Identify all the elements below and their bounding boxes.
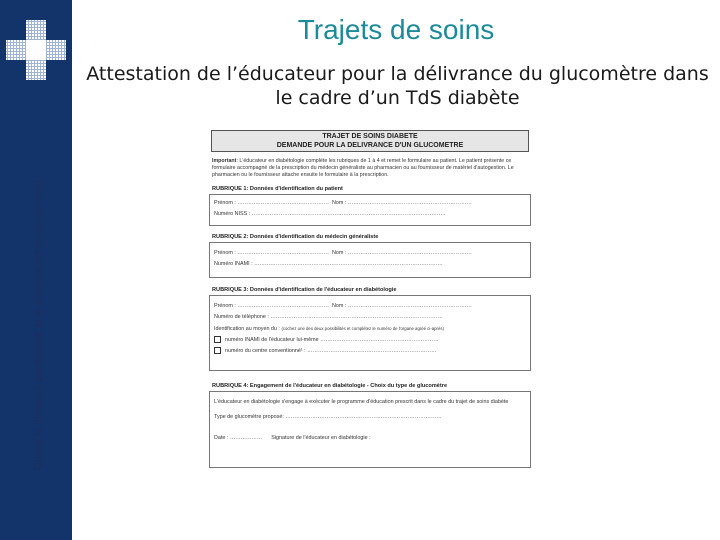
important-notice (212, 158, 529, 179)
r1-prenom-field[interactable]: Prénom : …………………………………………… (214, 200, 330, 206)
sidebar (0, 0, 72, 540)
r3-tel-field[interactable]: Numéro de téléphone : …………………………………………………………………………………… (214, 314, 443, 320)
r2-inami-field[interactable]: Numéro INAMI : …………………………………………………………………………………………… (214, 261, 443, 267)
r1-niss-field[interactable]: Numéro NISS : ……………………………………………………………………………………………… (214, 211, 446, 217)
rubrique-1-box (209, 194, 531, 226)
vertical-caption: Quand le médecin généraliste et le pharmacien se rencontrent… (32, 169, 44, 471)
r1-nom-field[interactable]: Nom : …………………………………………………………… (332, 200, 472, 206)
r3-nom-field[interactable]: Nom : …………………………………………………………… (332, 303, 472, 309)
page-title: Trajets de soins (297, 14, 495, 45)
r3-prenom-field[interactable]: Prénom : …………………………………………… (214, 303, 330, 309)
page-subtitle: Attestation de l’éducateur pour la délivrance du glucomètre dans le cadre d’un TdS diabète (86, 63, 709, 109)
r4-engagement-text: L'éducateur en diabétologie s'engage à exécuter le programme d'éducation prescrit dans le cadre du trajet de soins diabète (214, 399, 509, 405)
r2-prenom-field[interactable]: Prénom : …………………………………………… (214, 250, 330, 256)
medical-cross-logo (4, 18, 68, 82)
form-header-line2: DEMANDE POUR LA DELIVRANCE D'UN GLUCOMETRE (276, 142, 464, 149)
r2-nom-field[interactable]: Nom : …………………………………………………………… (332, 250, 472, 256)
rubrique-2-box (209, 242, 531, 278)
r3-opt1-label: numéro INAMI de l'éducateur lui-même ………………………………………………………… (225, 337, 439, 343)
r3-ident-note: (cochez une des deux possibilités et complétez le numéro de l'organe agréé ci-après) (281, 326, 444, 331)
r4-signature-label: Signature de l'éducateur en diabétologie : (271, 435, 371, 441)
form-header (211, 130, 529, 152)
important-label: Important (212, 158, 237, 164)
r4-type-field[interactable]: Type de glucomètre proposé: …………………………………………………………………………… (214, 414, 442, 420)
rubrique-2-title: RUBRIQUE 2: Données d'identification du médecin généraliste (212, 234, 379, 240)
form-document (207, 130, 533, 523)
r3-opt2-checkbox[interactable] (214, 347, 221, 354)
important-text: : L'éducateur en diabétologie complète les rubriques de 1 à 4 et remet le formulaire au patient. Le patient présente ce formulaire accompagné de la prescription du médecin généraliste au pharmacien ou au fournisseur de matériel d'autogestion. Le pharmacien ou le fournisseur attache ensuite le formulaire à la prescription. (212, 158, 514, 178)
rubrique-4-box (209, 391, 531, 468)
form-header-line1: TRAJET DE SOINS DIABETE (322, 133, 418, 140)
r4-date-field[interactable]: Date : ……………… (214, 435, 263, 441)
r3-opt1-checkbox[interactable] (214, 336, 221, 343)
rubrique-4-title: RUBRIQUE 4: Engagement de l'éducateur en diabétologie - Choix du type de glucomètre (212, 383, 448, 389)
r3-opt2-label: numéro du centre conventionné¹ : ……………………………………………………………… (225, 348, 437, 354)
rubrique-3-title: RUBRIQUE 3: Données d'identification de l'éducateur en diabétologie (212, 287, 397, 293)
rubrique-1-title: RUBRIQUE 1: Données d'identification du patient (212, 186, 343, 192)
r3-ident-label: Identification au moyen du : (214, 326, 280, 332)
rubrique-3-box (209, 295, 531, 371)
